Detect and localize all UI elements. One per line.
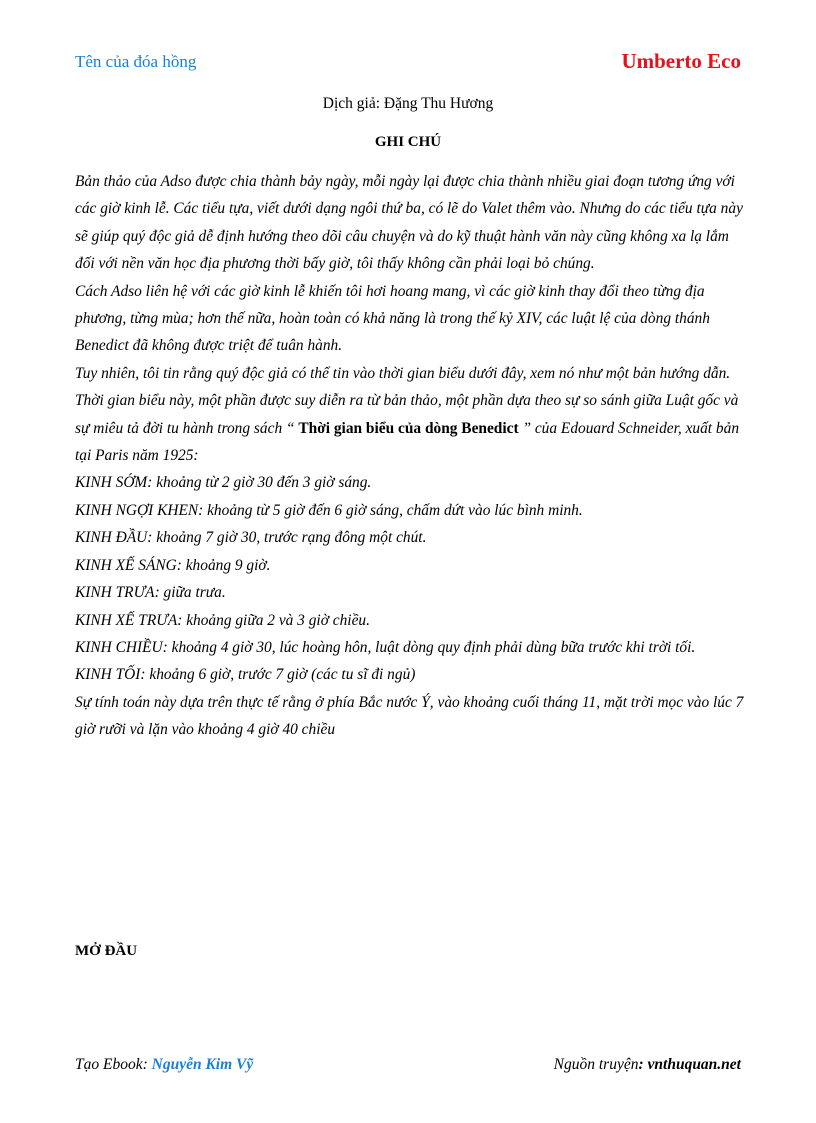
schedule-item: KINH SỚM: khoảng từ 2 giờ 30 đến 3 giờ sáng. xyxy=(75,474,372,492)
book-reference-title: Thời gian biểu của dòng Benedict xyxy=(298,419,519,437)
schedule-item: KINH CHIỀU: khoảng 4 giờ 30, lúc hoàng hôn, luật dòng quy định phải dùng bữa trước khi trời tối. xyxy=(75,638,696,656)
ebook-separator: : xyxy=(142,1056,152,1073)
paragraph: Bản thảo của Adso được chia thành bảy ngày, mỗi ngày lại được chia thành nhiều giai đoạn tương ứng với các giờ kinh lễ. Các tiểu tựa, viết dưới dạng ngôi thứ ba, có lẽ do Valet thêm vào. Nhưng do các tiểu tựa này sẽ giúp quý độc giả dễ định hướng theo dõi câu chuyện và do kỹ thuật hành văn này cũng không xa lạ lắm đối với nền văn học địa phương thời bấy giờ, tôi thấy không cần phải loại bỏ chúng. xyxy=(75,173,743,273)
next-section-heading: MỞ ĐẦU xyxy=(75,943,138,959)
document-body xyxy=(75,168,745,744)
schedule-item: KINH NGỢI KHEN: khoảng từ 5 giờ đến 6 giờ sáng, chấm dứt vào lúc bình minh. xyxy=(75,501,583,519)
paragraph-text: Tuy nhiên, tôi tin rằng quý độc giả có thể tin vào thời gian biểu dưới đây, xem nó như một bản hướng dẫn. Thời gian biểu này, một phần được suy diễn ra từ bản thảo, một phần dựa theo sự so sánh giữa Luật gốc và sự miêu tả đời tu hành trong sách “ xyxy=(75,364,739,437)
schedule-item: KINH ĐẦU: khoảng 7 giờ 30, trước rạng đông một chút. xyxy=(75,529,427,547)
ebook-label: Tạo Ebook xyxy=(75,1056,143,1073)
schedule-item: KINH XẾ SÁNG: khoảng 9 giờ. xyxy=(75,556,271,574)
schedule-item: KINH TRƯA: giữa trưa. xyxy=(75,584,226,602)
source-label: Nguồn truyện xyxy=(553,1056,639,1073)
source-separator: : xyxy=(638,1056,648,1073)
footer-ebook-credit xyxy=(75,1056,253,1074)
paragraph-with-book-reference xyxy=(75,360,745,470)
translator-line: Dịch giả: Đặng Thu Hương xyxy=(322,95,494,112)
author-name: Umberto Eco xyxy=(621,49,741,73)
paragraph-text: ” của Edouard Schneider, xuất bản tại Paris năm 1925: xyxy=(75,419,740,465)
source-site: vnthuquan.net xyxy=(647,1056,741,1073)
ebook-author: Nguyễn Kim Vỹ xyxy=(151,1056,254,1073)
section-title: GHI CHÚ xyxy=(374,134,442,150)
book-title: Tên của đóa hồng xyxy=(75,52,197,71)
schedule-item: KINH XẾ TRƯA: khoảng giữa 2 và 3 giờ chiều. xyxy=(75,611,370,629)
footer-source xyxy=(554,1056,741,1074)
schedule-item: KINH TỐI: khoảng 6 giờ, trước 7 giờ (các tu sĩ đi ngủ) xyxy=(75,666,416,684)
closing-paragraph: Sự tính toán này dựa trên thực tế rằng ở phía Bắc nước Ý, vào khoảng cuối tháng 11, mặt trời mọc vào lúc 7 giờ rưỡi và lặn vào khoảng 4 giờ 40 chiều xyxy=(75,693,744,739)
paragraph: Cách Adso liên hệ với các giờ kinh lễ khiến tôi hơi hoang mang, vì các giờ kinh thay đổi theo từng địa phương, từng mùa; hơn thế nữa, hoàn toàn có khả năng là trong thế kỷ XIV, các luật lệ của dòng thánh Benedict đã không được triệt để tuân hành. xyxy=(75,282,710,355)
